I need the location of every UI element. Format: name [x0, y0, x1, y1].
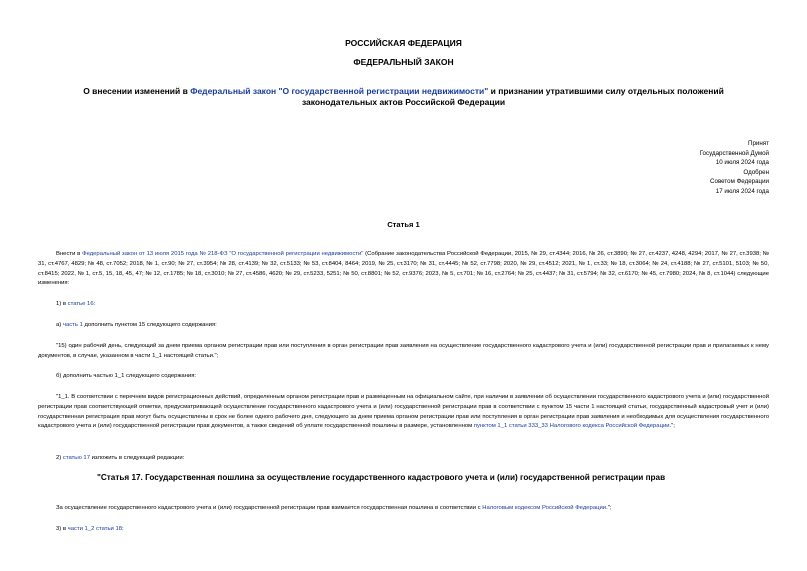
item-3-link[interactable]: части 1_2 статьи 18: [67, 526, 122, 532]
adoption-line-6: 17 июля 2024 года: [715, 187, 769, 195]
article-17-text: [38, 504, 769, 514]
item-1-pre: 1) в: [56, 301, 68, 307]
item-1-post: :: [93, 301, 96, 307]
item-1-link[interactable]: статье 16: [67, 301, 94, 307]
item-2-link[interactable]: статью 17: [62, 455, 90, 461]
adoption-line-2: Государственной Думой: [699, 149, 769, 157]
item-3-pre: 3) в: [56, 526, 68, 532]
item-a-link[interactable]: часть 1: [62, 322, 83, 328]
item-a-pre: а): [56, 322, 63, 328]
point-15-text: "15) один рабочий день, следующий за днем приема органом регистрации прав или поступления в орган регистрации прав заявления на осуществление государственного кадастрового учета и (или) государственной регистрации прав и прилагаемых к нему документов, в случае, указанном в части 1_1 настоящей статьи.";: [38, 343, 769, 359]
adoption-line-5: Советом Федерации: [710, 178, 769, 186]
intro-text-post: (Собрание законодательства Российской Федерации, 2015, № 29, ст.4344; 2016, № 26, ст.3890; № 27, ст.4237, 4248, 4294; 2017, № 27, ст.3938; № 31, ст.4767, 4829; № 48, ст.7052; 2018, № 1, ст.90; № 27, ст.3954; № 28, ст.4139; № 32, ст.5133; № 53, ст.8404, 8464; 2019, № 25, ст.3170; № 31, ст.4445; № 52, ст.7798; 2020, № 29, ст.4512; 2021, № 1, ст.33; № 18, ст.3064; № 24, ст.4188; № 27, ст.5101, 5103; № 50, ст.8415; 2022, № 1, ст.5, 15, 18, 45, 47; № 12, ст.1785; № 18, ст.3010; № 27, ст.4586, 4620; № 29, ст.5233, 5251; № 50, ст.8801; № 52, ст.9376; 2023, № 5, ст.701; № 16, ст.2764; № 25, ст.4437; № 31, ст.5794; № 32, ст.6170; № 45, ст.7980; 2024, № 8, ст.1044) следующие изменения:: [38, 251, 770, 287]
item-2: [38, 454, 769, 464]
tax-code-link[interactable]: Налоговым кодексом Российской Федерации: [482, 505, 607, 511]
article-17-text-post: .";: [606, 505, 612, 511]
adoption-info: [700, 139, 769, 197]
item-2-pre: 2): [56, 455, 63, 461]
item-a-post: дополнить пунктом 15 следующего содержания:: [82, 322, 217, 328]
tax-code-article-link[interactable]: пунктом 1_1 статьи 333_33 Налогового кодекса Российской Федерации: [473, 423, 670, 430]
article-1-intro: [38, 250, 769, 289]
adoption-line-4: Одобрен: [743, 168, 769, 176]
part-1-1-pre: "1_1. В соответствии с перечнем видов регистрационных действий, определенным органом регистрации прав и размещенным на официальном сайте, при наличии в заявлении об осуществлении государственного кадастрового учета и (или) государственной регистрации прав соответствующей отметки, предусматривающей осуществление государственного кадастрового учета и (или) государственной регистрации прав в соответствии с пунктом 15 части 1 настоящей статьи, государственный кадастровый учет и (или) государственная регистрация прав могут быть осуществлены в срок не более одного рабочего дня, следующего за днем приема органом регистрации прав или поступления в орган регистрации прав заявления и необходимых для осуществления государственного кадастрового учета и (или) государственной регистрации прав документов, а также сведений об уплате государственной пошлины в размере, установленном: [38, 394, 769, 430]
item-1: [38, 300, 769, 310]
document-type-heading: ФЕДЕРАЛЬНЫЙ ЗАКОН: [353, 57, 454, 67]
intro-law-link[interactable]: Федеральный закон от 13 июля 2015 года № 218-ФЗ "О государственной регистрации недвижимости": [82, 251, 364, 257]
part-1-1-post: .";: [669, 423, 675, 430]
article-1-heading: Статья 1: [387, 220, 420, 229]
law-title-text-1: О внесении изменений в: [83, 86, 191, 96]
part-1-1-text: [38, 393, 769, 432]
adoption-line-3: 10 июля 2024 года: [715, 159, 769, 167]
article-17-heading: "Статья 17. Государственная пошлина за осуществление государственного кадастрового учета и (или) государственной регистрации прав: [97, 473, 666, 482]
item-b: б) дополнить частью 1_1 следующего содержания:: [56, 373, 197, 379]
item-3-post: :: [122, 526, 124, 532]
item-3: [38, 525, 769, 535]
adoption-line-1: Принят: [748, 140, 769, 147]
intro-text-pre: Внести в: [56, 251, 83, 257]
law-title-text-2: и признании утратившими силу отдельных положений законодательных актов Российской Федерации: [301, 86, 724, 107]
country-heading: РОССИЙСКАЯ ФЕДЕРАЦИЯ: [345, 38, 462, 48]
item-2-post: изложить в следующей редакции:: [89, 455, 185, 461]
law-title-link[interactable]: Федеральный закон "О государственной регистрации недвижимости": [190, 86, 489, 96]
article-17-text-pre: За осуществление государственного кадастрового учета и (или) государственной регистрации прав взимается государственная пошлина в соответствии с: [56, 505, 483, 511]
law-title: [0, 86, 807, 108]
item-a: [38, 321, 769, 331]
